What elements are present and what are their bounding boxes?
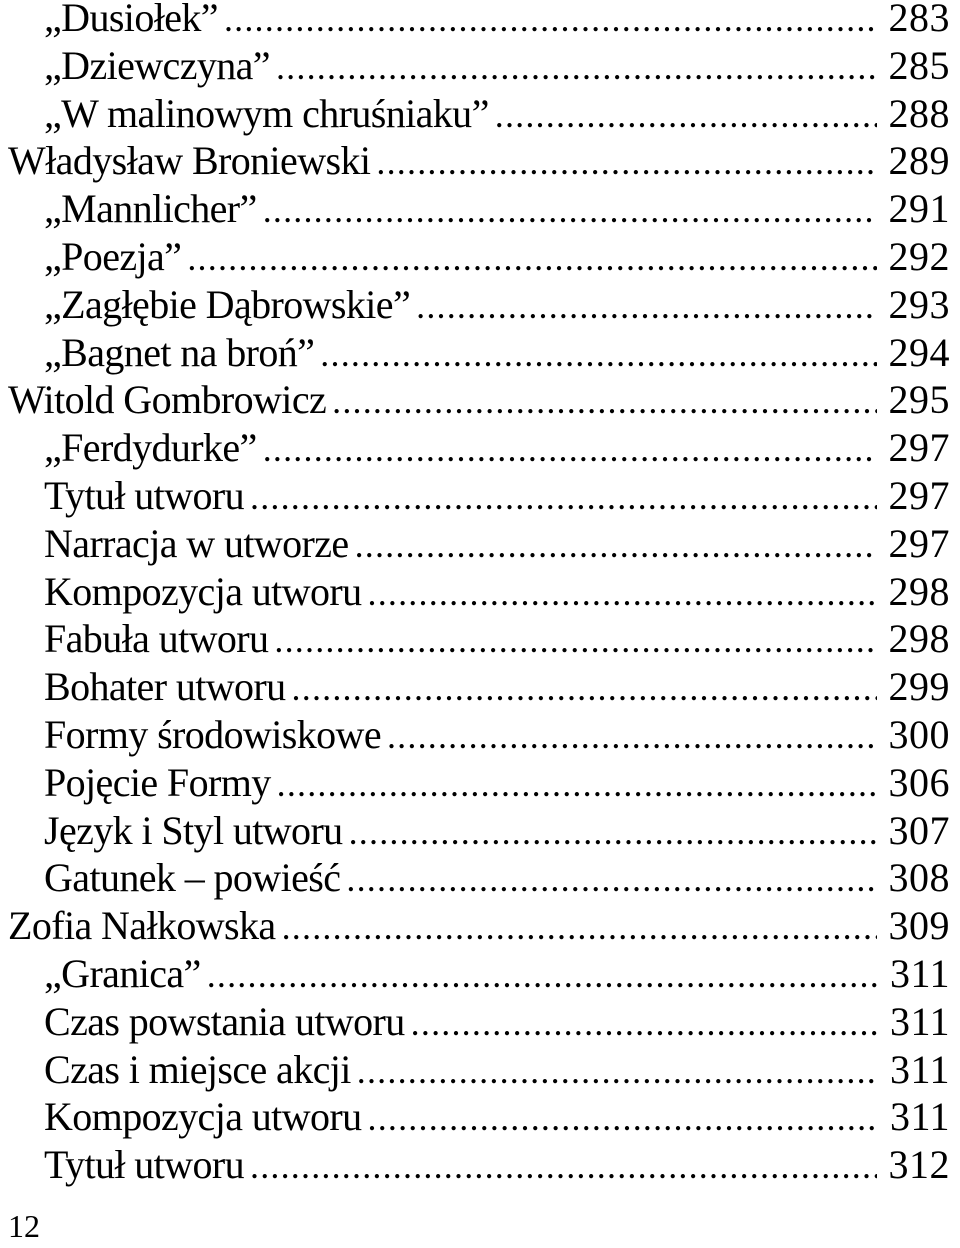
toc-dot-leader — [277, 761, 877, 807]
toc-page-number: 297 — [888, 425, 950, 471]
page-number: 12 — [8, 1208, 40, 1244]
toc-dot-leader — [495, 92, 877, 138]
toc-page-number: 311 — [889, 1046, 950, 1092]
toc-row — [0, 281, 960, 329]
toc-row — [0, 711, 960, 759]
toc-row — [0, 950, 960, 998]
toc-dot-leader — [332, 378, 876, 424]
toc-row — [0, 137, 960, 185]
toc-row — [0, 329, 960, 377]
toc-row — [0, 0, 960, 42]
toc-dot-leader — [368, 1095, 878, 1141]
toc-page-number: 293 — [888, 281, 950, 327]
toc-dot-leader — [416, 283, 876, 329]
toc-entry-title: Gatunek – powieść — [44, 855, 341, 901]
toc-page-number: 294 — [888, 329, 950, 375]
toc-dot-leader — [250, 1143, 877, 1189]
toc-entry-title: „W malinowym chruśniaku” — [44, 90, 489, 136]
toc-entry-title: Władysław Broniewski — [8, 138, 371, 184]
toc-row — [0, 998, 960, 1046]
toc-entry-title: „Mannlicher” — [44, 186, 257, 232]
toc-entry-title: Kompozycja utworu — [44, 568, 362, 614]
toc-entry-title: Tytuł utworu — [44, 1142, 244, 1188]
toc-page-number: 298 — [888, 568, 950, 614]
toc-dot-leader — [263, 426, 877, 472]
toc-page-number: 309 — [888, 903, 950, 949]
toc-page-number: 299 — [888, 664, 950, 710]
toc-entry-title: Narracja w utworze — [44, 520, 349, 566]
toc-page-number: 292 — [888, 233, 950, 279]
toc-page-number: 295 — [888, 377, 950, 423]
toc-page-number: 289 — [888, 138, 950, 184]
toc-entry-title: „Dziewczyna” — [44, 42, 270, 88]
toc-page-number: 297 — [888, 472, 950, 518]
toc-dot-leader — [282, 904, 877, 950]
toc-entry-title: „Zagłębie Dąbrowskie” — [44, 281, 411, 327]
toc-page-number: 311 — [889, 1094, 950, 1140]
toc-entry-title: Pojęcie Formy — [44, 759, 271, 805]
toc-dot-leader — [387, 713, 877, 759]
toc-entry-title: Bohater utworu — [44, 664, 286, 710]
toc-row — [0, 807, 960, 855]
toc-dot-leader — [346, 856, 876, 902]
toc-row — [0, 615, 960, 663]
toc-row — [0, 1046, 960, 1094]
toc-dot-leader — [274, 617, 876, 663]
toc-entry-title: Witold Gombrowicz — [8, 377, 327, 423]
toc-dot-leader — [357, 1048, 878, 1094]
toc-dot-leader — [263, 187, 877, 233]
toc-entry-title: Czas powstania utworu — [44, 998, 405, 1044]
toc-row — [0, 42, 960, 90]
toc-page-number: 297 — [888, 520, 950, 566]
toc-row — [0, 854, 960, 902]
toc-entry-title: „Ferdydurke” — [44, 425, 257, 471]
toc-entry-title: Czas i miejsce akcji — [44, 1046, 351, 1092]
toc-page-number: 307 — [888, 807, 950, 853]
toc-entry-title: Formy środowiskowe — [44, 711, 381, 757]
toc-page-number: 311 — [889, 998, 950, 1044]
toc-row — [0, 568, 960, 616]
toc-dot-leader — [368, 570, 877, 616]
toc-row — [0, 1093, 960, 1141]
toc-page-number: 291 — [888, 186, 950, 232]
toc-row — [0, 759, 960, 807]
toc-entry-title: „Poezja” — [44, 233, 182, 279]
toc-page-number: 300 — [888, 711, 950, 757]
toc-entry-title: Fabuła utworu — [44, 616, 269, 662]
toc-row — [0, 1141, 960, 1189]
toc-row — [0, 424, 960, 472]
toc-page-number: 298 — [888, 616, 950, 662]
toc-row — [0, 902, 960, 950]
toc-dot-leader — [292, 665, 877, 711]
toc-page-number: 288 — [888, 90, 950, 136]
toc-dot-leader — [224, 0, 877, 42]
toc-entry-title: „Bagnet na broń” — [44, 329, 315, 375]
toc-dot-leader — [320, 331, 876, 377]
toc-dot-leader — [411, 1000, 878, 1046]
toc-page-number: 311 — [889, 950, 950, 996]
toc-entry-title: Tytuł utworu — [44, 472, 244, 518]
toc-dot-leader — [349, 809, 877, 855]
toc-dot-leader — [250, 474, 877, 520]
toc-page-number: 308 — [888, 855, 950, 901]
toc-row — [0, 185, 960, 233]
toc-entry-title: „Dusiołek” — [44, 0, 218, 40]
toc-page-number: 285 — [888, 42, 950, 88]
toc-row — [0, 376, 960, 424]
toc-dot-leader — [187, 235, 876, 281]
toc-page-number: 312 — [888, 1142, 950, 1188]
toc-entry-title: Zofia Nałkowska — [8, 903, 276, 949]
toc-entry-title: „Granica” — [44, 950, 201, 996]
toc-row — [0, 520, 960, 568]
toc-row — [0, 472, 960, 520]
toc-dot-leader — [355, 522, 877, 568]
toc-row — [0, 90, 960, 138]
toc-dot-leader — [276, 44, 877, 90]
toc-row — [0, 663, 960, 711]
toc-entry-title: Język i Styl utworu — [44, 807, 343, 853]
toc-dot-leader — [376, 139, 876, 185]
toc-page-number: 283 — [888, 0, 950, 40]
toc-dot-leader — [207, 952, 878, 998]
toc-entry-title: Kompozycja utworu — [44, 1094, 362, 1140]
toc-page-number: 306 — [888, 759, 950, 805]
toc-row — [0, 233, 960, 281]
